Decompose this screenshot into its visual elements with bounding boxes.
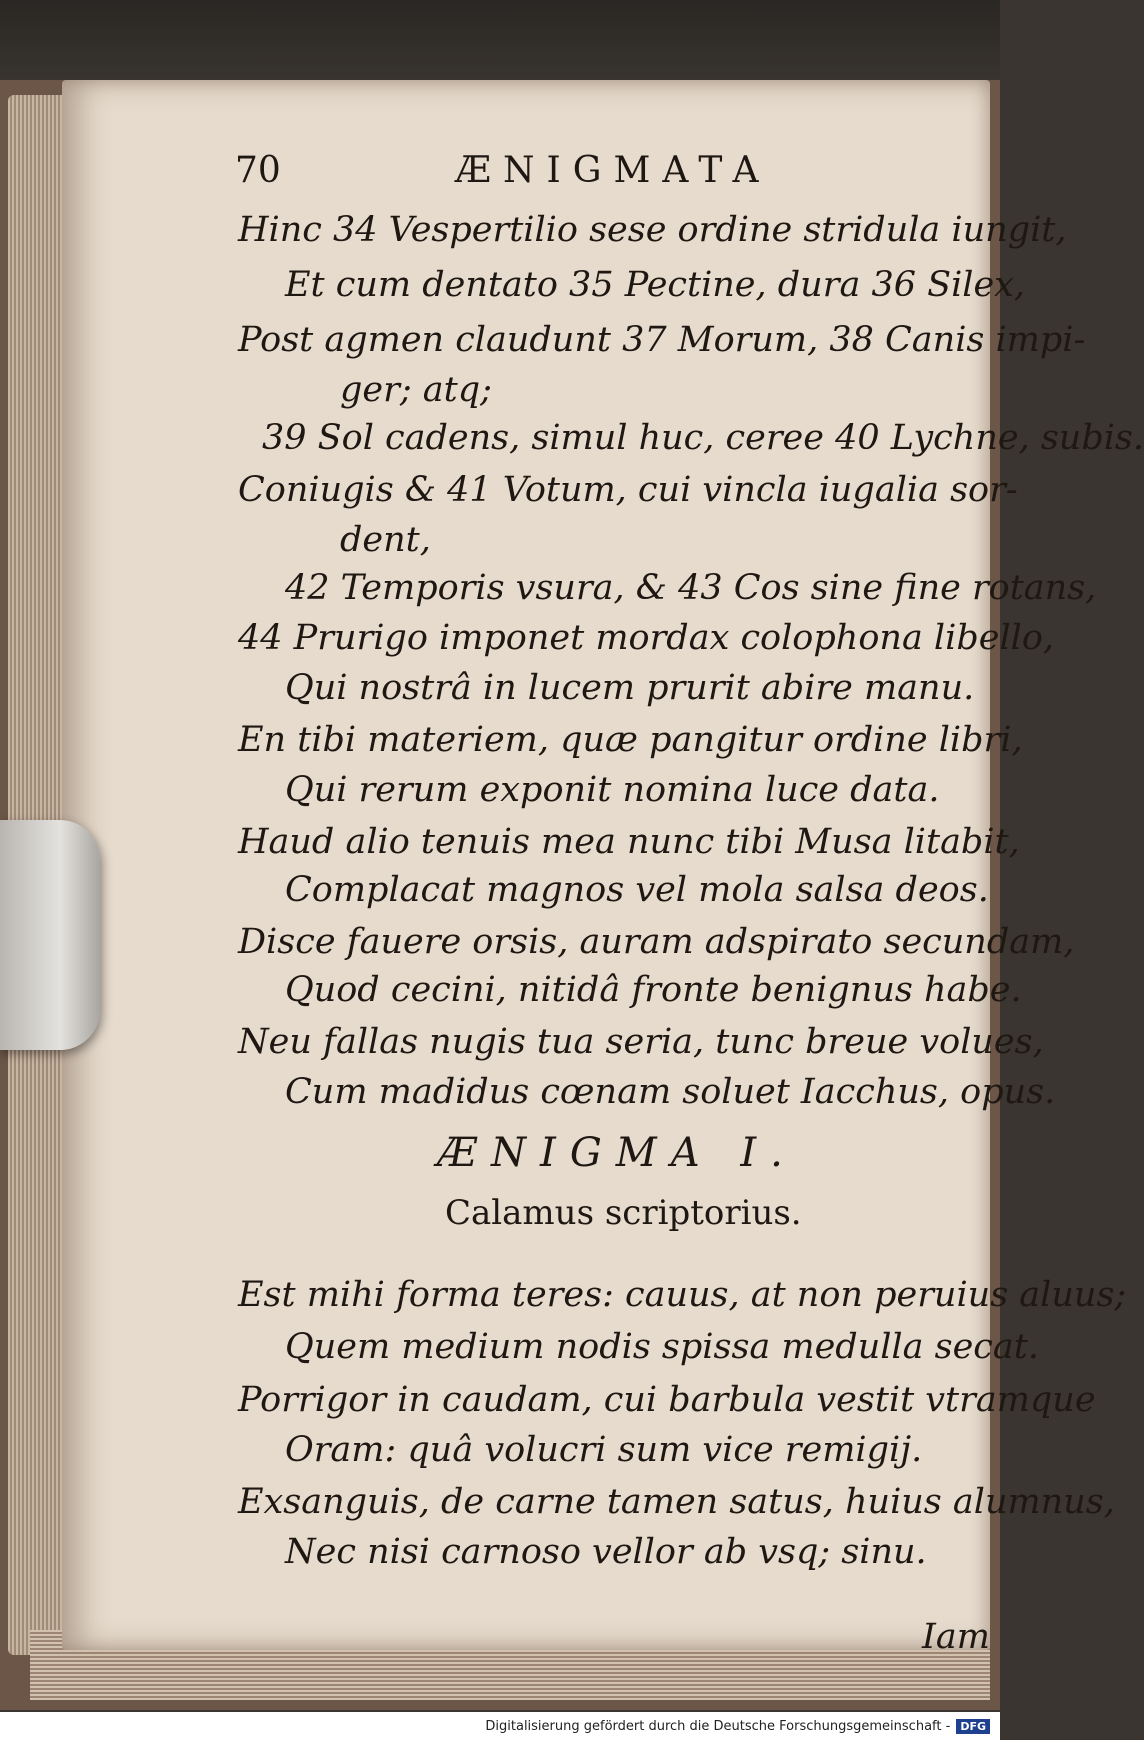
catchword: Iam — [922, 1617, 990, 1657]
riddle-line: Quem medium nodis spissa medulla secat. — [285, 1327, 1039, 1367]
page-number: 70 — [235, 150, 281, 191]
riddle-line: Oram: quâ volucri sum vice remigij. — [285, 1430, 923, 1470]
verse-line: Hinc 34 Vespertilio sese ordine stridula iungit, — [238, 210, 1067, 250]
digitization-footer — [0, 1712, 1000, 1740]
verse-line: Qui nostrâ in lucem prurit abire manu. — [285, 668, 975, 708]
dfg-logo-icon: DFG — [956, 1719, 990, 1734]
verse-line: En tibi materiem, quæ pangitur ordine libri, — [238, 720, 1023, 760]
section-subheading: Calamus scriptorius. — [445, 1193, 802, 1233]
verse-line: Haud alio tenuis mea nunc tibi Musa litabit, — [238, 822, 1020, 862]
verse-line: Qui rerum exponit nomina luce data. — [285, 770, 940, 810]
riddle-line: Porrigor in caudam, cui barbula vestit vtramque — [238, 1380, 1096, 1420]
page-clip — [0, 820, 100, 1050]
verse-line: 42 Temporis vsura, & 43 Cos sine fine rotans, — [285, 568, 1097, 608]
verse-line: Coniugis & 41 Votum, cui vincla iugalia sor- — [238, 470, 1018, 510]
verse-line: ger; atq; — [340, 370, 492, 410]
verse-line: 44 Prurigo imponet mordax colophona libello, — [238, 618, 1055, 658]
verse-line: Neu fallas nugis tua seria, tunc breue volues, — [238, 1022, 1044, 1062]
riddle-line: Nec nisi carnoso vellor ab vsq; sinu. — [285, 1532, 927, 1572]
riddle-line: Exsanguis, de carne tamen satus, huius alumnus, — [238, 1482, 1115, 1522]
verse-line: Disce fauere orsis, auram adspirato secundam, — [238, 922, 1075, 962]
running-title: ÆNIGMATA — [455, 150, 771, 191]
riddle-line: Est mihi forma teres: cauus, at non peruius aluus; — [238, 1275, 1127, 1315]
verse-line: Et cum dentato 35 Pectine, dura 36 Silex, — [285, 265, 1026, 305]
verse-line: dent, — [340, 520, 431, 560]
verse-line: Quod cecini, nitidâ fronte benignus habe. — [285, 970, 1022, 1010]
verse-line: 39 Sol cadens, simul huc, ceree 40 Lychne, subis. — [262, 418, 1144, 458]
verse-line: Post agmen claudunt 37 Morum, 38 Canis impi- — [238, 320, 1086, 360]
footer-text: Digitalisierung gefördert durch die Deutsche Forschungsgemeinschaft - — [485, 1718, 951, 1734]
verse-line: Cum madidus cœnam soluet Iacchus, opus. — [285, 1072, 1056, 1112]
verse-line: Complacat magnos vel mola salsa deos. — [285, 870, 989, 910]
section-heading: ÆNIGMA I. — [437, 1130, 797, 1176]
